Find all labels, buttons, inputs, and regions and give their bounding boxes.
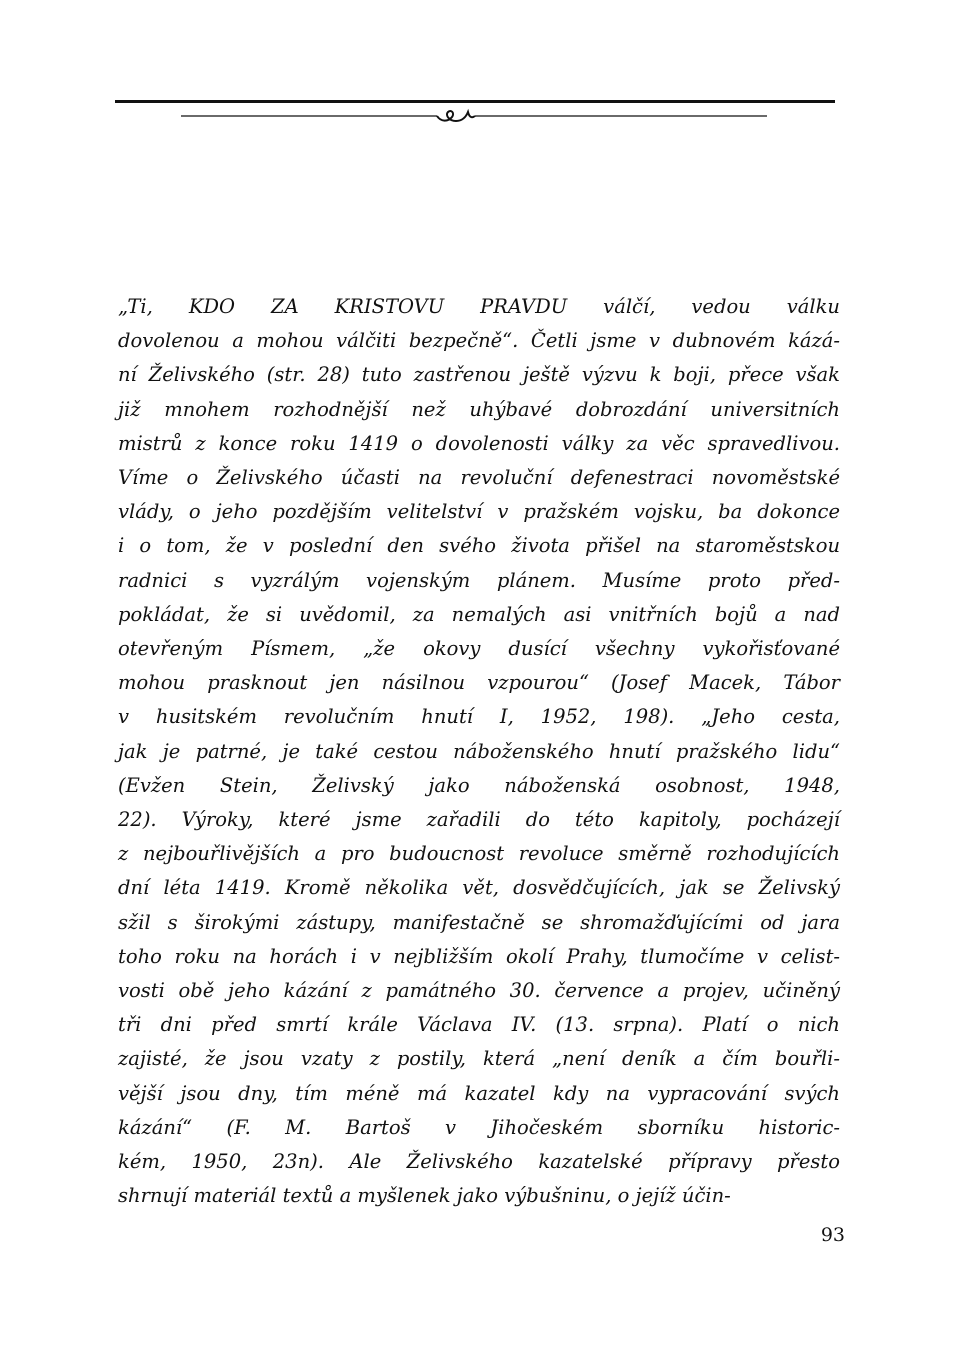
text-line-14: jak je patrné, je také cestou náboženského hnutí pražského lidu“ [118, 739, 840, 763]
text-line-22: tři dni před smrtí krále Václava IV. (13. srpna). Platí o nich [118, 1013, 840, 1037]
text-line-15: (Evžen Stein, Želivský jako náboženská osobnost, 1948, [118, 773, 840, 797]
text-line-20: toho roku na horách i v nejbližším okolí Prahy, tlumočíme v celist- [118, 944, 840, 968]
text-line-5: mistrů z konce roku 1419 o dovolenosti války za věc spravedlivou. [118, 431, 840, 455]
text-line-27: shrnují materiál textů a myšlenek jako výbušninu, o jejíž účin- [118, 1184, 731, 1208]
text-line-11: otevřeným Písmem, „že okovy dusící všechny vykořisťované [118, 637, 840, 661]
text-line-23: zajisté, že jsou vzaty z postily, která „není deník a čím bouřli- [118, 1047, 840, 1071]
page-number: 93 [820, 1224, 845, 1246]
text-line-4: již mnohem rozhodnější než uhýbavé dobrozdání universitních [118, 397, 840, 421]
text-line-3: ní Želivského (str. 28) tuto zastřenou ještě výzvu k boji, přece však [118, 363, 840, 387]
text-line-6: Víme o Želivského účasti na revoluční defenestraci novoměstské [118, 466, 840, 490]
text-line-25: kázání“ (F. M. Bartoš v Jihočeském sborníku historic- [118, 1115, 840, 1139]
text-line-18: dní léta 1419. Kromě několika vět, dosvědčujících, jak se Želivský [118, 876, 840, 900]
ornamental-rule [115, 92, 835, 132]
text-line-21: vosti obě jeho kázání z památného 30. července a projev, učiněný [118, 979, 840, 1003]
text-line-26: kém, 1950, 23n). Ale Želivského kazatelské přípravy přesto [118, 1150, 840, 1174]
text-line-10: pokládat, že si uvědomil, za nemalých asi vnitřních bojů a nad [118, 602, 840, 626]
text-line-16: 22). Výroky, které jsme zařadili do této kapitoly, pocházejí [118, 808, 840, 832]
text-line-24: vější jsou dny, tím méně má kazatel kdy na vypracování svých [118, 1081, 840, 1105]
flourish-glyph [437, 111, 475, 121]
opening-quote: „Ti, KDO ZA KRISTOVU PRAVDU válčí, vedou válku [118, 295, 840, 318]
text-line-12: mohou prasknout jen násilnou vzpourou“ (Josef Macek, Tábor [118, 671, 840, 695]
heavy-rule [115, 100, 835, 103]
text-line-8: i o tom, že v poslední den svého života přišel na staroměstskou [118, 534, 840, 558]
text-line-2: dovolenou a mohou válčiti bezpečně“. Četli jsme v dubnovém kázá- [118, 329, 840, 353]
text-line-17: z nejbouřlivějších a pro budoucnost revoluce směrně rozhodujících [118, 842, 840, 866]
text-line-19: sžil s širokými zástupy, manifestačně se shromažďujícími od jara [118, 910, 840, 934]
text-line-13: v husitském revolučním hnutí I, 1952, 198). „Jeho cesta, [118, 705, 840, 729]
text-line-7: vlády, o jeho pozdějším velitelství v pražském vojsku, ba dokonce [118, 500, 840, 524]
text-line-1 [118, 290, 840, 324]
main-paragraph [118, 290, 840, 1213]
text-line-9: radnici s vyzrálým vojenským plánem. Musíme proto před- [118, 568, 840, 592]
